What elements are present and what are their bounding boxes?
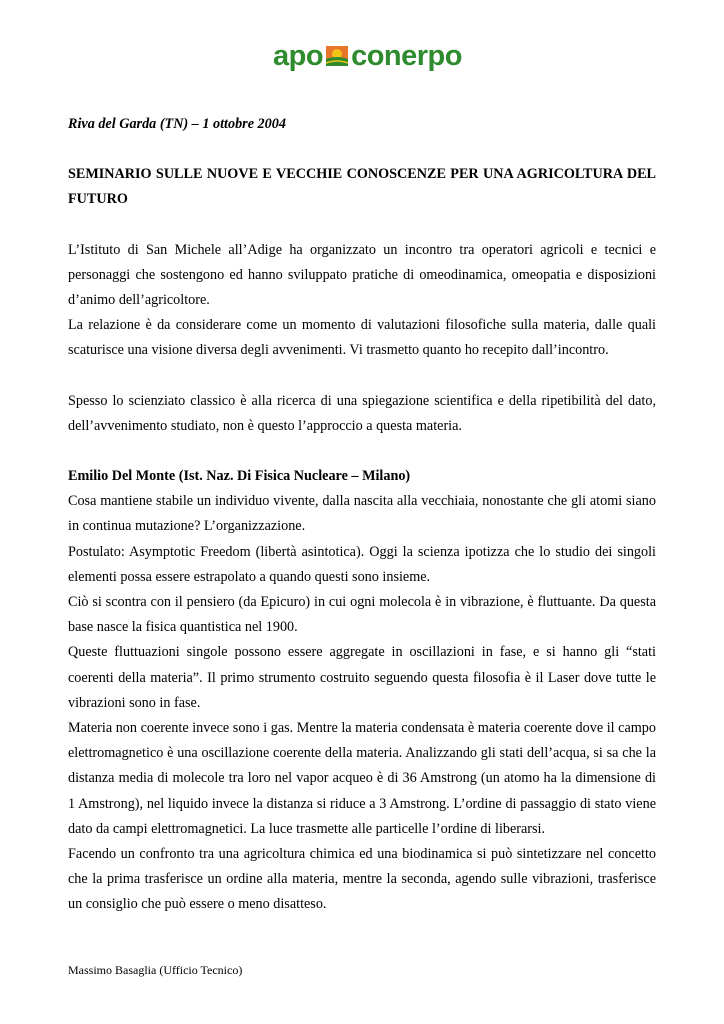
body-paragraph-6: Facendo un confronto tra una agricoltura chimica ed una biodinamica si può sintetizzare nel concetto che la prima trasferisce un ordine alla materia, mentre la seconda, agendo sulle vibrazioni, trasferisce un consiglio che può essere o meno disatteso. <box>68 846 656 913</box>
page-footer: Massimo Basaglia (Ufficio Tecnico) <box>68 963 243 977</box>
apo-conerpo-logo <box>273 40 462 72</box>
body-paragraph-5: Materia non coerente invece sono i gas. Mentre la materia condensata è materia coerente dove il campo elettromagnetico è una oscillazione coerente della materia. Analizzando gli stati dell’acqua, si sa che la distanza media di molecole tra loro nel vapor acqueo è di 36 Amstrong (un atomo ha la dimensione di 1 Amstrong), nel liquido invece la distanza si riduce a 3 Amstrong. L’ordine di passaggio di stato viene dato da campi elettromagnetici. La luce trasmette alle particelle l’ordine di liberarsi. <box>68 720 656 837</box>
dateline: Riva del Garda (TN) – 1 ottobre 2004 <box>68 116 286 132</box>
document-body <box>68 112 656 918</box>
sun-field-logo-icon <box>326 44 348 68</box>
speaker-heading: Emilio Del Monte (Ist. Naz. Di Fisica Nucleare – Milano) <box>68 468 411 485</box>
body-paragraph-4: Queste fluttuazioni singole possono essere aggregate in oscillazioni in fase, e si hanno gli “stati coerenti della materia”. Il primo strumento costruito seguendo questa filosofia è il Laser dove tutte le vibrazioni sono in fase. <box>68 644 656 711</box>
intro-paragraph-1: L’Istituto di San Michele all’Adige ha organizzato un incontro tra operatori agricoli e tecnici e personaggi che sostengono ed hanno sviluppato pratiche di omeodinamica, omeopatia e disposizioni d’animo dell’agricoltore. <box>68 241 656 309</box>
intro-paragraph-2: La relazione è da considerare come un momento di valutazioni filosofiche sulla materia, dalle quali scaturisce una visione diversa degli avvenimenti. Vi trasmetto quanto ho recepito dall’incontro. <box>68 317 656 359</box>
body-paragraph-3: Ciò si scontra con il pensiero (da Epicuro) in cui ogni molecola è in vibrazione, è fluttuante. Da questa base nasce la fisica quantistica nel 1900. <box>68 594 656 636</box>
logo-text-left: apo <box>273 40 324 72</box>
logo-text-right: conerpo <box>351 40 462 72</box>
body-paragraph-2: Postulato: Asymptotic Freedom (libertà asintotica). Oggi la scienza ipotizza che lo studio dei singoli elementi possa essere estrapolato a quando questi sono insieme. <box>68 543 656 585</box>
intro-paragraph-3: Spesso lo scienziato classico è alla ricerca di una spiegazione scientifica e della ripetibilità del dato, dell’avvenimento studiato, non è questo l’approccio a questa materia. <box>68 392 656 434</box>
body-paragraph-1: Cosa mantiene stabile un individuo vivente, dalla nascita alla vecchiaia, nonostante che gli atomi siano in continua mutazione? L’organizzazione. <box>68 493 656 535</box>
document-title: SEMINARIO SULLE NUOVE E VECCHIE CONOSCENZE PER UNA AGRICOLTURA DEL FUTURO <box>68 166 656 208</box>
